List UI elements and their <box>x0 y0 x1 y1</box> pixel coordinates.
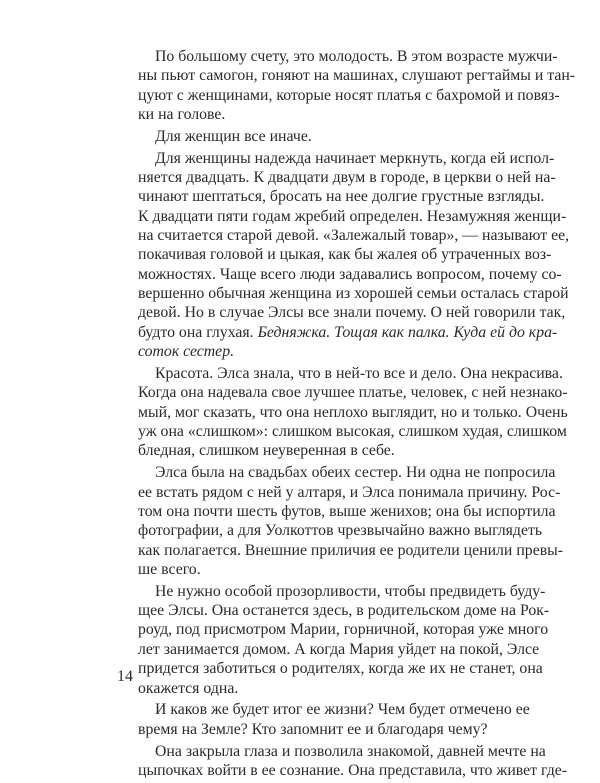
text-line: можностях. Чаще всего люди задавались вопросом, почему со- <box>138 265 562 283</box>
paragraph-4 <box>121 364 568 461</box>
text-line: ее встать рядом с ней у алтаря, и Элса понимала причину. Рос- <box>138 483 561 501</box>
text-line: ше всего. <box>138 560 201 578</box>
text-line: ки на голове. <box>138 106 226 124</box>
text-segment: будто она глухая. <box>138 323 258 341</box>
page-number: 14 <box>117 668 133 685</box>
text-line: лет занимается домом. А когда Мария уйдет на покой, Элсе <box>138 640 540 658</box>
text-line: няется двадцать. К двадцати двум в городе, в церкви о ней на- <box>138 169 556 187</box>
text-line: чинают шептаться, бросать на нее долгие грустные взгляды. <box>138 188 545 206</box>
text-line: К двадцати пяти годам жребий определен. Незамужняя женщи- <box>138 207 567 225</box>
text-line: время на Земле? Кто запомнит ее и благодаря чему? <box>138 720 488 738</box>
text-line: уж она «слишком»: слишком высокая, слишком худая, слишком <box>138 423 567 441</box>
text-line: том она почти шесть футов, выше женихов; она бы испортила <box>138 502 556 520</box>
body-text <box>121 47 576 783</box>
text-line: ны пьют самогон, гоняют на машинах, слушают регтаймы и тан- <box>138 67 576 85</box>
text-line: И каков же будет итог ее жизни? Чем будет отмечено ее <box>155 701 530 719</box>
paragraph-6 <box>121 582 550 698</box>
text-line: Когда она надевала свое лучшее платье, человек, с ней незнако- <box>138 384 568 402</box>
text-line: Красота. Элса знала, что в ней-то все и дело. Она некрасива. <box>155 365 563 382</box>
text-line: мый, мог сказать, что она неплохо выглядит, но и только. Очень <box>138 403 568 421</box>
text-line: щее Элсы. Она останется здесь, в родительском доме на Рок- <box>138 602 550 620</box>
text-line: фотографии, а для Уолкоттов чрезвычайно важно выглядеть <box>138 522 543 540</box>
paragraph-5 <box>121 463 564 579</box>
text-line: бледная, слишком неуверенная в себе. <box>138 442 395 460</box>
paragraph-1 <box>121 47 576 124</box>
text-line: Для женщины надежда начинает меркнуть, когда ей испол- <box>155 149 555 167</box>
paragraph-7 <box>121 700 530 739</box>
text-line: По большому счету, это молодость. В этом возрасте мужчи- <box>155 48 558 65</box>
paragraph-8 <box>121 742 567 781</box>
text-line: девой. Но в случае Элсы все знали почему. О ней говорили так, <box>138 304 566 322</box>
text-line: цыпочках войти в ее сознание. Она представила, что живет где- <box>138 761 567 779</box>
text-line: Элса была на свадьбах обеих сестер. Ни одна не попросила <box>155 464 556 482</box>
italic-text: Бедняжка. Тощая как палка. Куда ей до кра- <box>257 323 558 341</box>
text-line: как полагается. Внешние приличия ее родители ценили превы- <box>138 541 564 559</box>
text-line <box>121 323 558 342</box>
text-line: покачивая головой и цыкая, как бы жалея об утраченных воз- <box>138 246 552 264</box>
text-line: Она закрыла глаза и позволила знакомой, давней мечте на <box>155 742 546 760</box>
text-line: окажется одна. <box>138 679 239 697</box>
text-line: цуют с женщинами, которые носят платья с бахромой и повяз- <box>138 86 560 104</box>
text-line: на считается старой девой. «Залежалый товар», — называют ее, <box>138 227 570 245</box>
text-line: придется заботиться о родителях, когда же их не станет, она <box>138 660 543 678</box>
text-line: Для женщин все иначе. <box>155 127 312 145</box>
paragraph-3 <box>121 149 570 362</box>
text-line: роуд, под присмотром Марии, горничной, которая уже много <box>138 621 549 639</box>
paragraph-2 <box>121 127 503 146</box>
text-line: вершенно обычная женщина из хорошей семьи осталась старой <box>138 285 569 303</box>
italic-text: соток сестер. <box>138 343 235 361</box>
text-line: Не нужно особой прозорливости, чтобы предвидеть буду- <box>155 582 546 600</box>
